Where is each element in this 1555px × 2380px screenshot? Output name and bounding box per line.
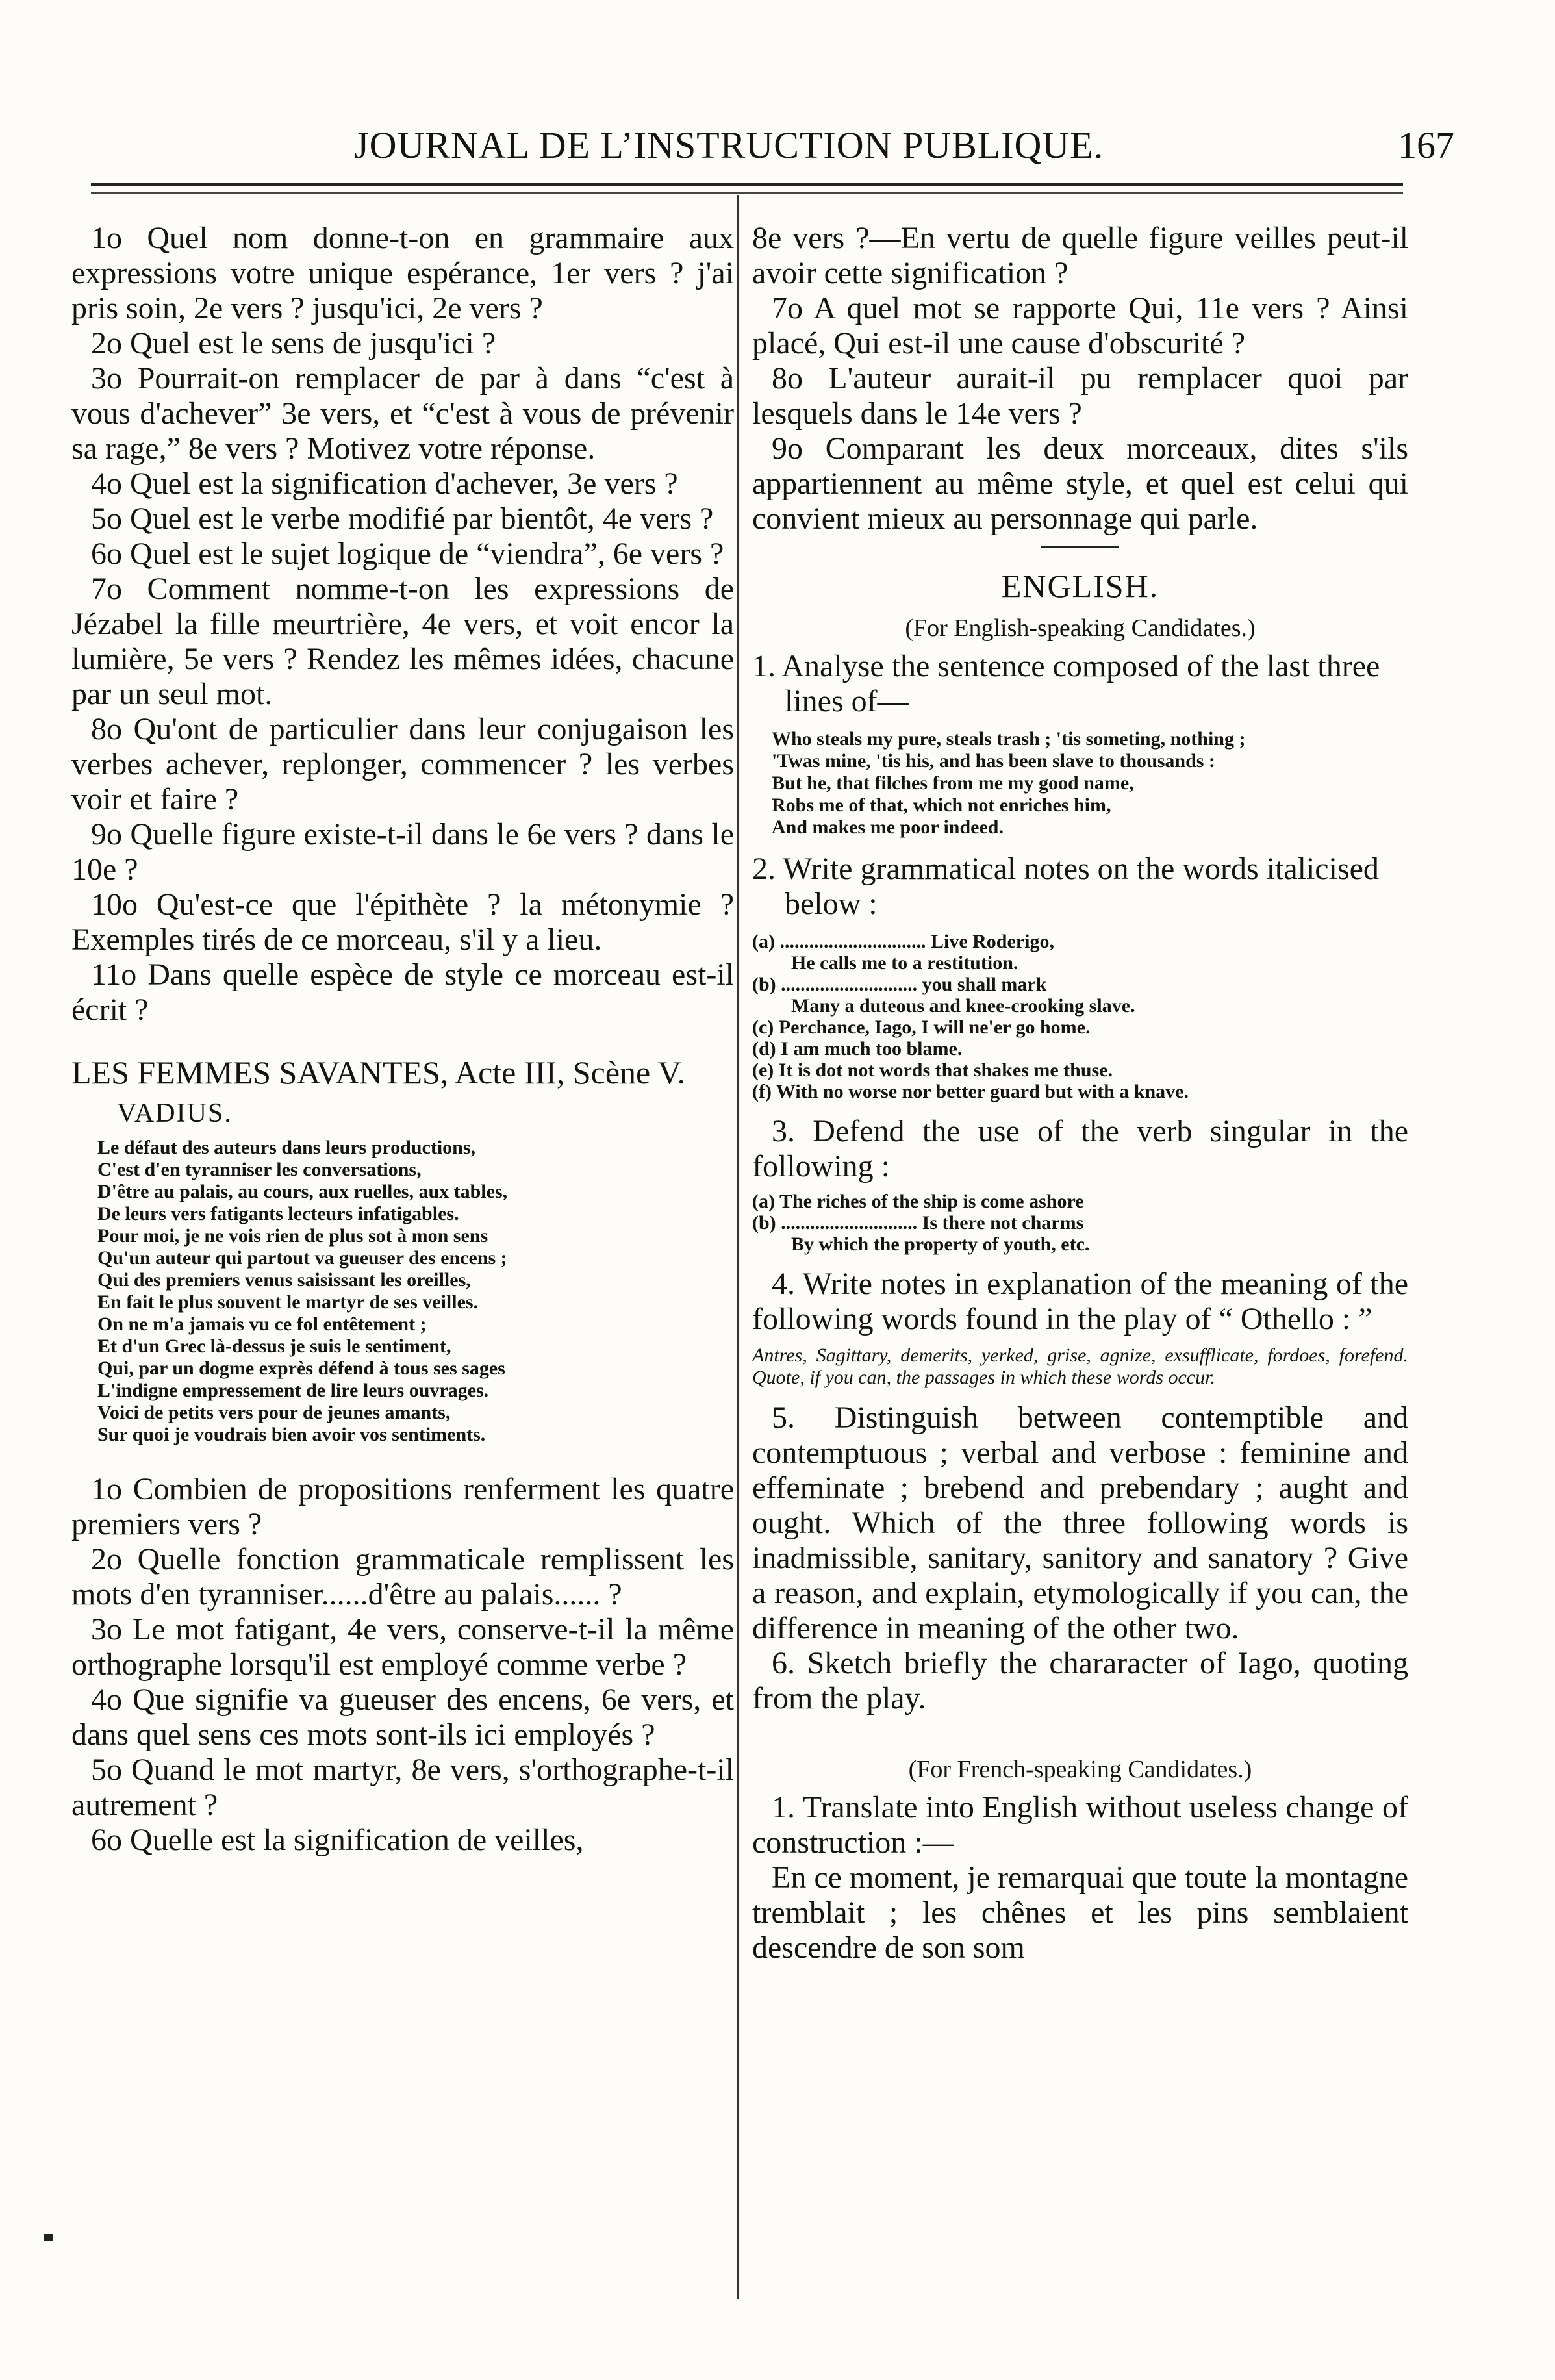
othello-quote [752, 728, 1408, 839]
quote-line: But he, that filches from me my good name, [772, 772, 1134, 794]
verse-line: C'est d'en tyranniser les conversations, [97, 1159, 422, 1180]
verse-line: Voici de petits vers pour de jeunes amants, [97, 1402, 451, 1423]
example-line: (b) ............................ Is there not charms [752, 1212, 1084, 1234]
verse-line: Le défaut des auteurs dans leurs productions, [97, 1137, 476, 1158]
verse-line: De leurs vers fatigants lecteurs infatigables. [97, 1203, 459, 1224]
question: 3. Defend the use of the verb singular in the following : [752, 1114, 1408, 1184]
example-line: (b) ............................ you shall mark [752, 974, 1047, 995]
verse-line: L'indigne empressement de lire leurs ouvrages. [97, 1380, 489, 1401]
example-line: Many a duteous and knee-crooking slave. [791, 995, 1135, 1017]
question: 1. Translate into English without useless change of construction :— [752, 1790, 1408, 1860]
margin-mark [44, 2234, 53, 2241]
example-line: By which the property of youth, etc. [791, 1234, 1090, 1255]
section-rule [1041, 546, 1119, 548]
question: 4. Write notes in explanation of the meaning of the following words found in the play of “ Othello : ” [752, 1267, 1408, 1336]
question: 5o Quand le mot martyr, 8e vers, s'orthographe-t-il autrement ? [71, 1753, 734, 1822]
left-column [71, 221, 734, 1858]
quote-line: And makes me poor indeed. [772, 817, 1004, 838]
translation-passage: En ce moment, je remarquai que toute la montagne tremblait ; les chênes et les pins semblaient descendre de son som [752, 1860, 1408, 1965]
question: 4o Que signifie va gueuser des encens, 6e vers, et dans quel sens ces mots sont-ils ici employés ? [71, 1682, 734, 1752]
question: 3o Le mot fatigant, 4e vers, conserve-t-il la même orthographe lorsqu'il est employé comme verbe ? [71, 1612, 734, 1682]
english-heading: ENGLISH. [1001, 568, 1159, 604]
verse-line: Qui, par un dogme exprès défend à tous ses sages [97, 1358, 505, 1379]
verse-line: Sur quoi je voudrais bien avoir vos sentiments. [97, 1424, 486, 1445]
question: 6o Quel est le sujet logique de “viendra”, 6e vers ? [91, 537, 724, 571]
header-rule [91, 183, 1403, 186]
quote-line: Robs me of that, which not enriches him, [772, 794, 1111, 816]
play-heading: LES FEMMES SAVANTES, Acte III, Scène V. [71, 1054, 685, 1091]
verse-line: Qu'un auteur qui partout va gueuser des encens ; [97, 1247, 507, 1269]
verse-line: Et d'un Grec là-dessus je suis le sentiment, [97, 1336, 451, 1357]
question: 3o Pourrait-on remplacer de par à dans “c'est à vous d'achever” 3e vers, et “c'est à vous de prévenir sa rage,” 8e vers ? Motivez votre réponse. [71, 361, 734, 466]
question: 8o Qu'ont de particulier dans leur conjugaison les verbes achever, replonger, commencer ? les verbes voir et faire ? [71, 712, 734, 817]
speaker-name: VADIUS. [117, 1098, 233, 1128]
verse-line: En fait le plus souvent le martyr de ses veilles. [97, 1291, 479, 1313]
example-line: (a) .............................. Live Roderigo, [752, 931, 1054, 952]
example-list [752, 1191, 1408, 1255]
question: 1. Analyse the sentence composed of the last three lines of— [752, 649, 1380, 718]
verse-line: D'être au palais, au cours, aux ruelles, aux tables, [97, 1181, 508, 1202]
verse-line: On ne m'a jamais vu ce fol entêtement ; [97, 1313, 427, 1335]
question: 5. Distinguish between contemptible and contemptuous ; verbal and verbose : feminine and effeminate ; brebend and prebendary ; aught and ought. Which of the three following words is inadmissible, sanitary, sanitory and sanatory ? Give a reason, and explain, etymologically if you can, the difference in meaning of the other two. [752, 1400, 1408, 1645]
example-line: (c) Perchance, Iago, I will ne'er go home. [752, 1017, 1091, 1038]
question: 1o Combien de propositions renferment les quatre premiers vers ? [71, 1472, 734, 1541]
running-header [0, 110, 1555, 175]
example-line: (e) It is dot not words that shakes me thuse. [752, 1059, 1113, 1081]
question: 2. Write grammatical notes on the words italicised below : [752, 852, 1379, 921]
french-subheading: (For French-speaking Candidates.) [908, 1756, 1252, 1783]
word-list: Antres, Sagittary, demerits, yerked, grise, agnize, exsufflicate, fordoes, forefend. Quote, if you can, the passages in which these words occur. [752, 1345, 1408, 1388]
right-column [752, 221, 1408, 1966]
question: 4o Quel est la signification d'achever, 3e vers ? [91, 466, 678, 501]
example-line: (a) The riches of the ship is come ashore [752, 1191, 1084, 1212]
verse-block [71, 1137, 734, 1446]
quote-line: Who steals my pure, steals trash ; 'tis someting, nothing ; [772, 728, 1246, 750]
question: 6. Sketch briefly the chararacter of Iago, quoting from the play. [752, 1646, 1408, 1715]
page-number: 167 [1398, 124, 1454, 166]
question: 11o Dans quelle espèce de style ce morceau est-il écrit ? [71, 957, 734, 1027]
verse-line: Pour moi, je ne vois rien de plus sot à mon sens [97, 1225, 488, 1247]
example-line: (f) With no worse nor better guard but with a knave. [752, 1081, 1189, 1102]
question: 1o Quel nom donne-t-on en grammaire aux expressions votre unique espérance, 1er vers ? j'ai pris soin, 2e vers ? jusqu'ici, 2e vers ? [71, 221, 734, 325]
header-rule-thin [91, 192, 1403, 194]
quote-line: 'Twas mine, 'tis his, and has been slave to thousands : [772, 750, 1215, 772]
question: 2o Quel est le sens de jusqu'ici ? [91, 326, 496, 361]
question: 7o Comment nomme-t-on les expressions de Jézabel la fille meurtrière, 4e vers, et voit encor la lumière, 5e vers ? Rendez les mêmes idées, chacune par un seul mot. [71, 572, 734, 711]
journal-title: JOURNAL DE L’INSTRUCTION PUBLIQUE. [354, 124, 1104, 166]
column-divider [737, 195, 739, 2299]
question: 6o Quelle est la signification de veilles, [91, 1823, 584, 1857]
example-line: He calls me to a restitution. [791, 952, 1018, 974]
example-list [752, 931, 1408, 1102]
question: 7o A quel mot se rapporte Qui, 11e vers ? Ainsi placé, Qui est-il une cause d'obscurité ? [752, 291, 1408, 361]
question: 8o L'auteur aurait-il pu remplacer quoi par lesquels dans le 14e vers ? [752, 361, 1408, 431]
question: 5o Quel est le verbe modifié par bientôt, 4e vers ? [91, 501, 714, 536]
example-line: (d) I am much too blame. [752, 1038, 963, 1059]
question: 2o Quelle fonction grammaticale remplissent les mots d'en tyranniser......d'être au palais...... ? [71, 1542, 734, 1612]
question: 9o Comparant les deux morceaux, dites s'ils appartiennent au même style, et quel est celui qui convient mieux au personnage qui parle. [752, 431, 1408, 536]
english-subheading: (For English-speaking Candidates.) [905, 614, 1256, 642]
question: 9o Quelle figure existe-t-il dans le 6e vers ? dans le 10e ? [71, 817, 734, 887]
question: 8e vers ?—En vertu de quelle figure veilles peut-il avoir cette signification ? [752, 221, 1408, 290]
verse-line: Qui des premiers venus saisissant les oreilles, [97, 1269, 471, 1291]
question: 10o Qu'est-ce que l'épithète ? la métonymie ? Exemples tirés de ce morceau, s'il y a lieu. [71, 887, 734, 957]
